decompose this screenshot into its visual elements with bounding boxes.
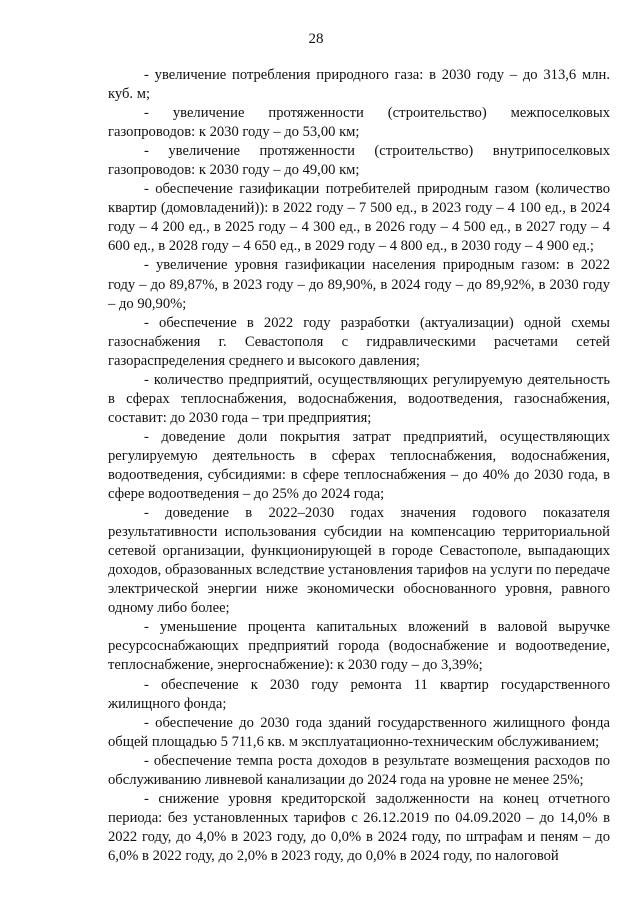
- paragraph-apartment-repair: - обеспечение к 2030 году ремонта 11 квартир государственного жилищного фонда;: [108, 676, 610, 712]
- paragraph-gasification-level: - увеличение уровня газификации населения природным газом: в 2022 году – до 89,87%, в 2023 году – до 89,90%, в 2024 году – до 89,92%, в 2030 году – до 90,90%;: [108, 257, 610, 312]
- paragraph-intrasettlement-pipelines: - увеличение протяженности (строительство) внутрипоселковых газопроводов: к 2030 году – до 49,00 км;: [108, 143, 610, 179]
- paragraph-intersettlement-pipelines: - увеличение протяженности (строительство) межпоселковых газопроводов: к 2030 году – до 53,00 км;: [108, 105, 610, 141]
- page-number: 28: [308, 31, 324, 47]
- paragraph-subsidy-coverage: - доведение доли покрытия затрат предприятий, осуществляющих регулируемую деятельность в сферах теплоснабжения, водоснабжения, водоотведения, субсидиями: в сфере теплоснабжения – до 40% до 2030 года, в сфере водоотведения – до 25% до 2024 года;: [108, 428, 610, 503]
- paragraph-gas-supply-scheme: - обеспечение в 2022 году разработки (актуализации) одной схемы газоснабжения г. Севастополя с гидравлическими расчетами сетей газораспределения среднего и высокого давления;: [108, 314, 610, 369]
- paragraph-subsidy-effectiveness: - доведение в 2022–2030 годах значения годового показателя результативности использования субсидии на компенсацию территориальной сетевой организации, функционирующей в городе Севастополе, выпадающих доходов, образованных вследствие установления тарифов на услуги по передаче электрической энергии ниже экономически обоснованного уровня, равного одному либо более;: [108, 505, 610, 617]
- document-body: [108, 66, 610, 866]
- paragraph-gas-consumption: - увеличение потребления природного газа: в 2030 году – до 313,6 млн. куб. м;: [108, 67, 610, 103]
- paragraph-regulated-enterprises: - количество предприятий, осуществляющих регулируемую деятельность в сферах теплоснабжения, водоснабжения, водоотведения, газоснабжения, составит: до 2030 года – три предприятия;: [108, 371, 610, 426]
- paragraph-gasification-consumers: - обеспечение газификации потребителей природным газом (количество квартир (домовладений)): в 2022 году – 7 500 ед., в 2023 году – 4 100 ед., в 2024 году – 4 200 ед., в 2025 году – 4 300 ед., в 2026 году – 4 500 ед., в 2027 году – 4 600 ед., в 2028 году – 4 650 ед., в 2029 году – 4 800 ед., в 2030 году – 4 900 ед.;: [108, 181, 610, 255]
- paragraph-drainage-revenue: - обеспечение темпа роста доходов в результате возмещения расходов по обслуживанию ливневой канализации до 2024 года на уровне не менее 25%;: [108, 752, 610, 788]
- paragraph-accounts-payable: - снижение уровня кредиторской задолженности на конец отчетного периода: без установленных тарифов с 26.12.2019 по 04.09.2020 – до 14,0% в 2022 году, до 4,0% в 2023 году, до 0,0% в 2024 году, по штрафам и пеням – до 6,0% в 2022 году, до 2,0% в 2023 году, до 0,0% в 2024 году, по налоговой: [108, 790, 610, 864]
- paragraph-housing-maintenance: - обеспечение до 2030 года зданий государственного жилищного фонда общей площадью 5 711,6 кв. м эксплуатационно-техническим обслуживанием;: [108, 714, 610, 750]
- paragraph-capital-investment: - уменьшение процента капитальных вложений в валовой выручке ресурсоснабжающих предприятий города (водоснабжение и водоотведение, теплоснабжение, энергоснабжение): к 2030 году – до 3,39%;: [108, 619, 610, 674]
